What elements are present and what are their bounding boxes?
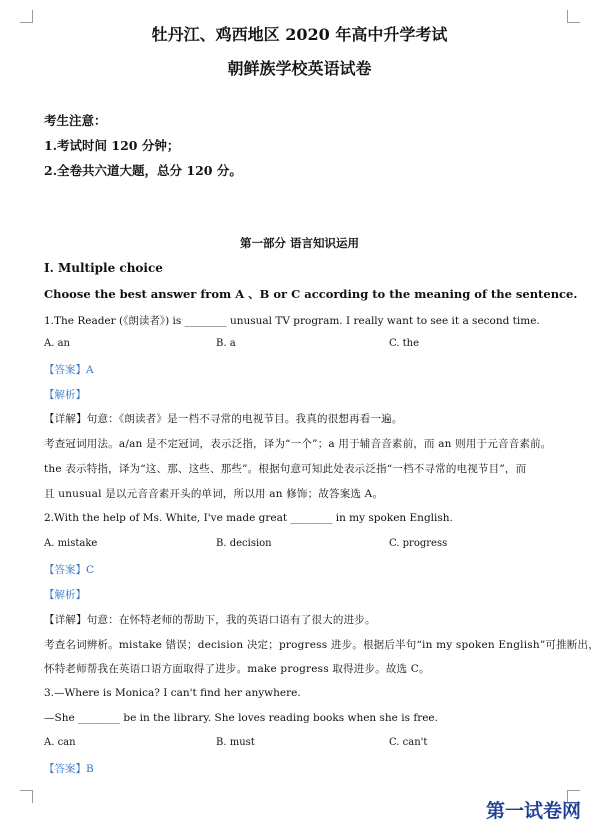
question-2-option-c: C. progress [389, 538, 448, 549]
site-watermark-logo: 第一试卷网 [486, 800, 582, 822]
section-instruction: Choose the best answer from A 、B or C according to the meaning of the sentence. [44, 287, 578, 301]
question-3-stem-line-2: —She ________ be in the library. She loves reading books when she is free. [44, 712, 438, 724]
question-1-detail-line: the 表示特指，译为“这、那、这些、那些”。根据句意可知此处表示泛指“一档不寻常的电视节目”，而 [44, 463, 527, 475]
question-3-option-a: A. can [44, 737, 76, 748]
exam-title: 牡丹江、鸡西地区 2020 年高中升学考试 [151, 25, 448, 44]
question-3-option-c: C. can't [389, 737, 428, 748]
question-1-detail-line: 考查冠词用法。a/an 是不定冠词，表示泛指，译为“一个”；a 用于辅音音素前，而 an 则用于元音音素前。 [44, 438, 552, 450]
notice-heading: 考生注意： [44, 113, 107, 128]
question-2-option-a: A. mistake [44, 538, 98, 549]
question-3-answer: 【答案】B [44, 763, 94, 775]
question-2-option-b: B. decision [216, 538, 272, 549]
exam-subtitle: 朝鲜族学校英语试卷 [227, 59, 372, 78]
question-2-detail-line: 怀特老师帮我在英语口语方面取得了进步。make progress 取得进步。故选 C。 [44, 663, 430, 675]
question-1-option-a: A. an [44, 338, 70, 349]
question-1-answer: 【答案】A [44, 364, 94, 376]
crop-mark-bottom-left [20, 790, 33, 803]
question-2-stem: 2.With the help of Ms. White, I've made great ________ in my spoken English. [44, 512, 453, 524]
notice-item-2: 2.全卷共六道大题，总分 120 分。 [44, 163, 242, 178]
question-1-option-b: B. a [216, 338, 236, 349]
question-1-analysis-tag: 【解析】 [44, 389, 86, 401]
question-1-detail-line: 且 unusual 是以元音音素开头的单词，所以用 an 修饰；故答案选 A。 [44, 488, 384, 500]
question-3-stem-line-1: 3.—Where is Monica? I can't find her anywhere. [44, 687, 301, 699]
question-3-option-b: B. must [216, 737, 255, 748]
part-title: 第一部分 语言知识运用 [239, 236, 359, 250]
question-1-option-c: C. the [389, 338, 420, 349]
section-heading: I. Multiple choice [44, 261, 163, 275]
notice-item-1: 1.考试时间 120 分钟； [44, 138, 180, 153]
question-2-answer: 【答案】C [44, 564, 95, 576]
question-1-detail-line: 【详解】句意：《朗读者》是一档不寻常的电视节目。我真的很想再看一遍。 [44, 413, 403, 425]
question-1-stem: 1.The Reader (《朗读者》) is ________ unusual TV program. I really want to see it a second time. [44, 315, 540, 327]
question-2-detail-line: 考查名词辨析。mistake 错误；decision 决定；progress 进步。根据后半句“in my spoken English”可推断出， [44, 639, 599, 651]
question-2-detail-line: 【详解】句意：在怀特老师的帮助下，我的英语口语有了很大的进步。 [44, 614, 376, 626]
question-2-analysis-tag: 【解析】 [44, 589, 86, 601]
